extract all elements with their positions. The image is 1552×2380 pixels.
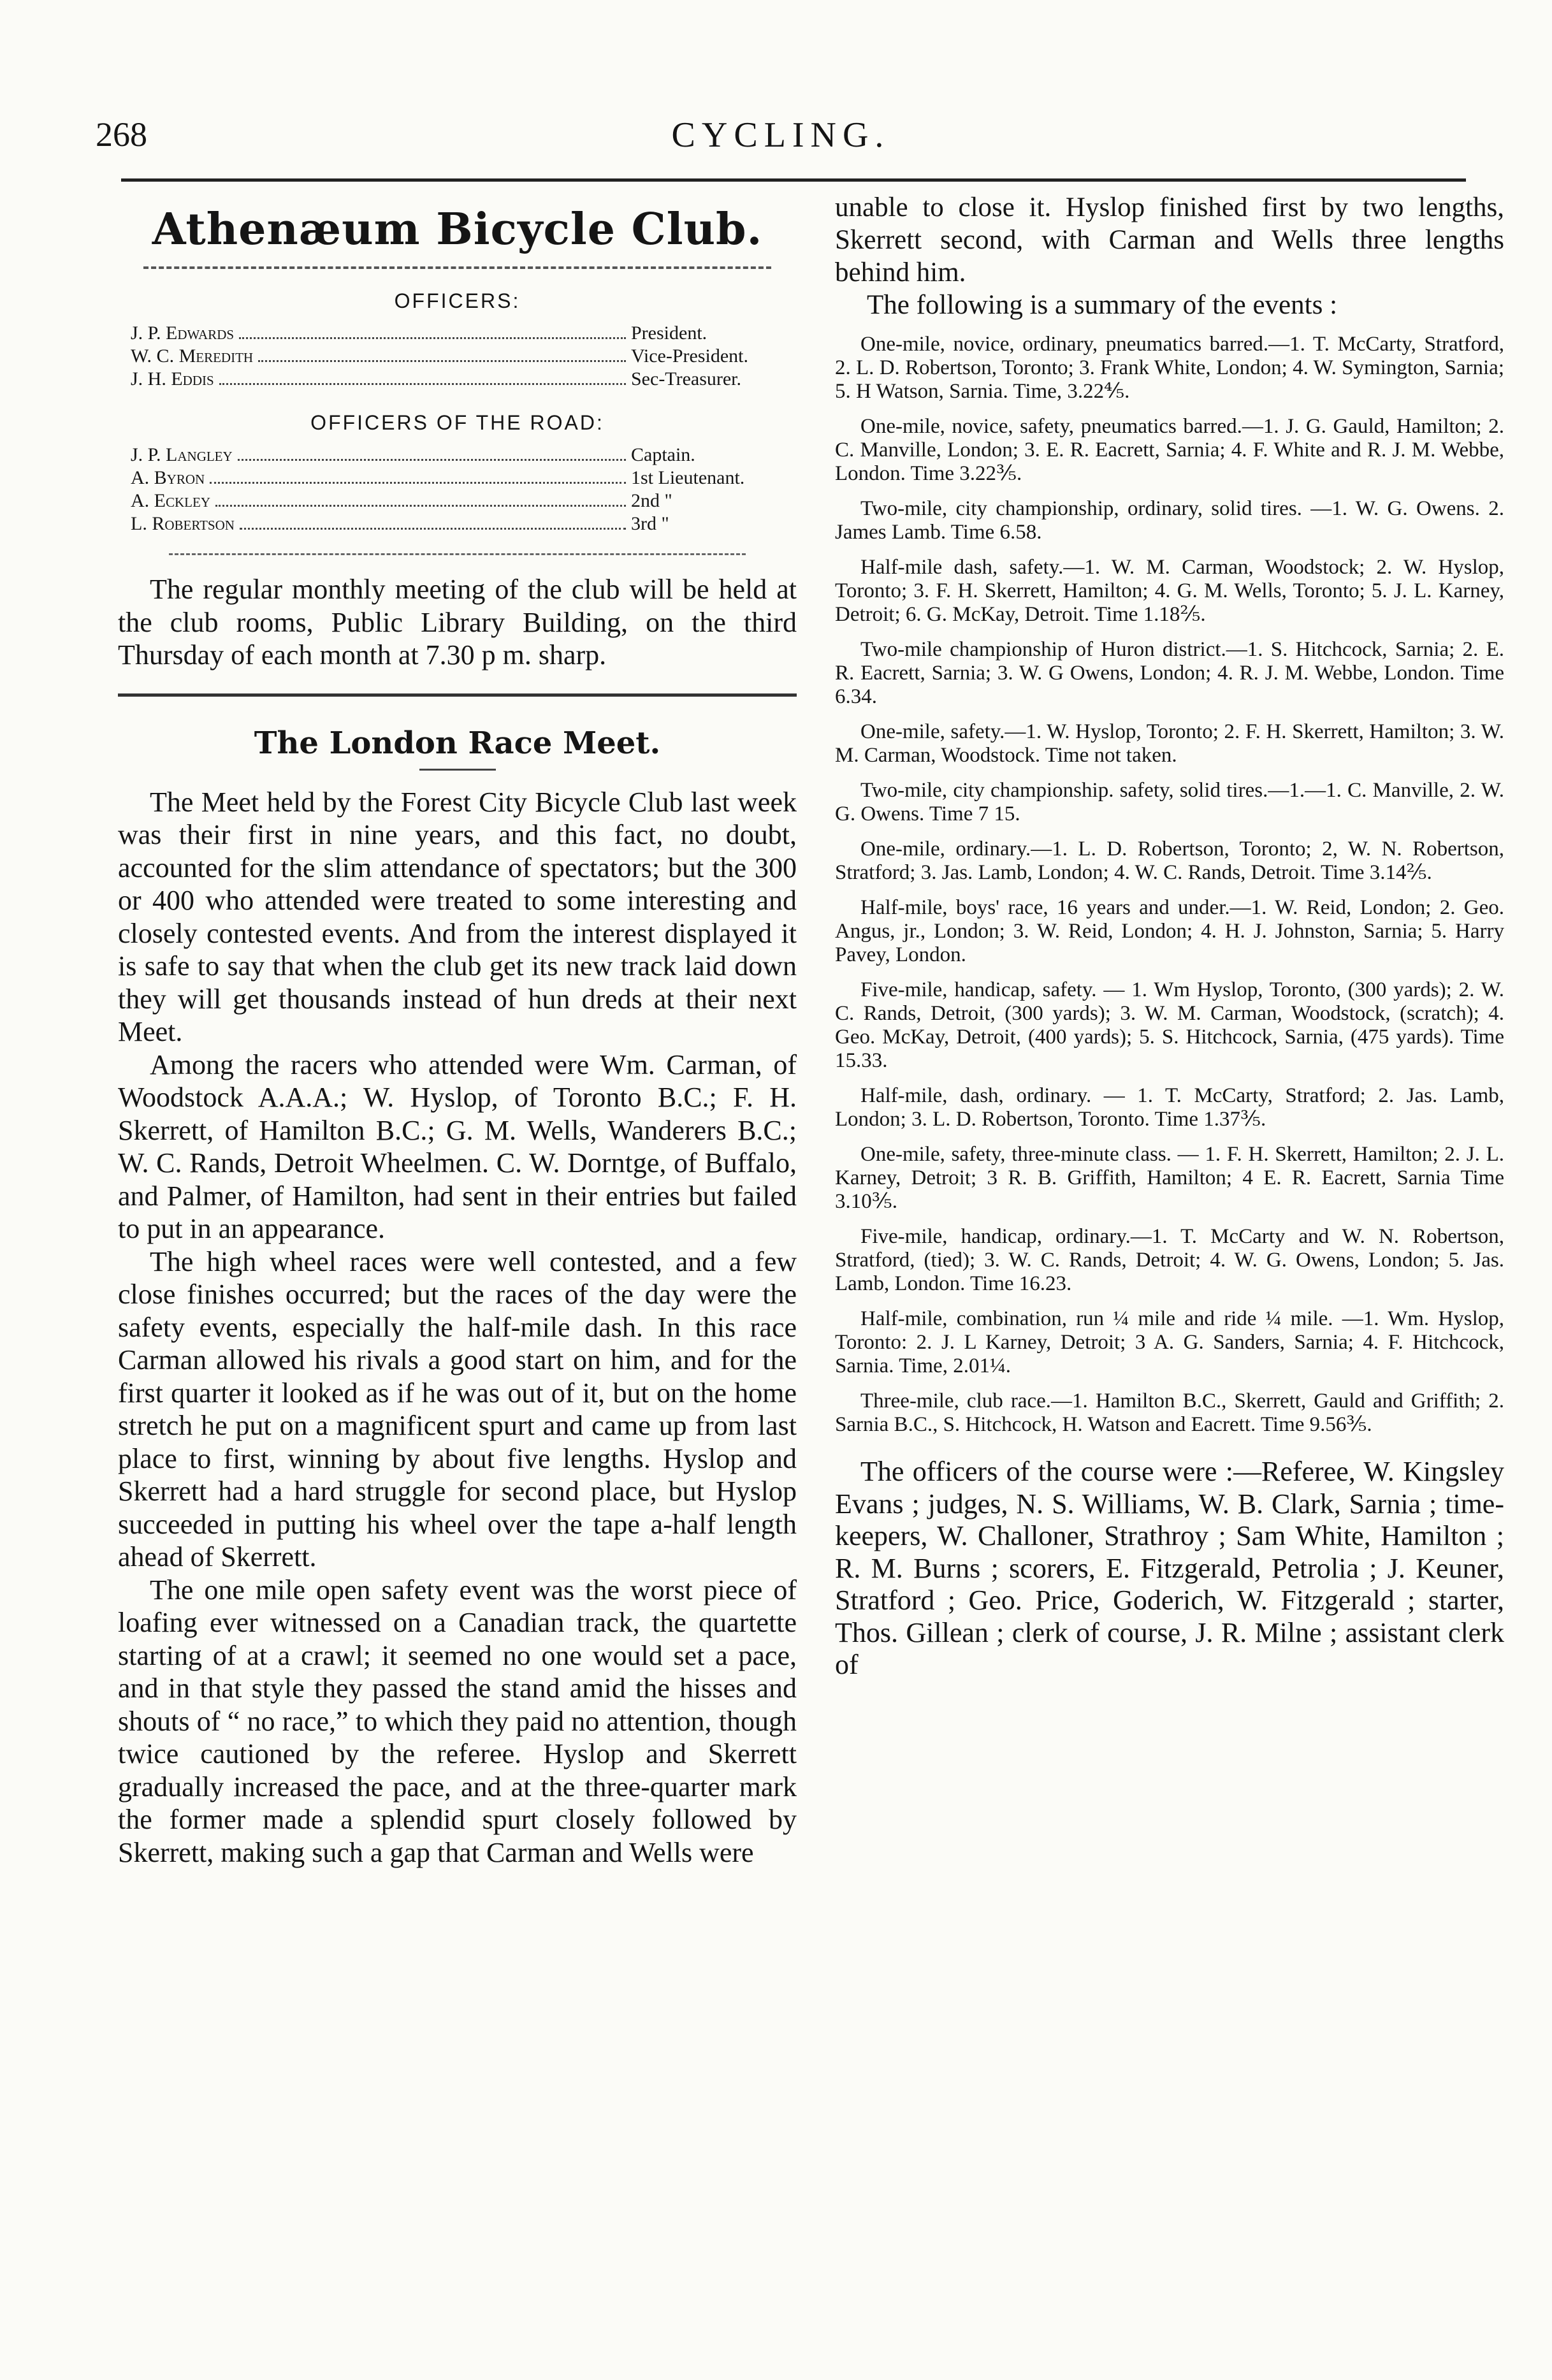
right-column xyxy=(835,191,1504,1681)
event-result: Five-mile, handicap, safety. — 1. Wm Hyslop, Toronto, (300 yards); 2. W. C. Rands, Detroit, (300 yards); 3. W. M. Carman, Woodstock, (scratch); 4. Geo. McKay, Detroit, (400 yards); 5. S. Hitchcock, Sarnia, (475 yards). Time 15.33. xyxy=(835,978,1504,1072)
event-result: Half-mile, dash, ordinary. — 1. T. McCarty, Stratford; 2. Jas. Lamb, London; 3. L. D. Robertson, Toronto. Time 1.37⅗. xyxy=(835,1084,1504,1131)
events-list xyxy=(835,333,1504,1437)
officer-role: President. xyxy=(631,323,707,344)
officer-name: J. P. Langley xyxy=(131,444,233,465)
event-result: Half-mile, boys' race, 16 years and under.—1. W. Reid, London; 2. Geo. Angus, jr., London; 3. W. Reid, London; 4. H. J. Johnston, Sarnia; 5. Harry Pavey, London. xyxy=(835,896,1504,966)
article-paragraph: The one mile open safety event was the worst piece of loafing ever witnessed on a Canadian track, the quartette starting of at a crawl; it seemed no one would set a pace, and in that style they passed the stand amid the hisses and shouts of “ no race,” to which they paid no attention, though twice cautioned by the referee. Hyslop and Skerrett gradually increased the pace, and at the three-quarter mark the former made a splendid spurt closely followed by Skerrett, making such a gap that Carman and Wells were xyxy=(118,1574,797,1868)
road-officers-heading: OFFICERS OF THE ROAD: xyxy=(310,411,604,434)
road-officers-list xyxy=(118,444,797,535)
header-rule xyxy=(121,178,1466,182)
leader-dots xyxy=(239,337,626,339)
leader-dots xyxy=(215,505,626,507)
officers-of-course: The officers of the course were :—Referee, W. Kingsley Evans ; judges, N. S. Williams, W. B. Clark, Sarnia ; time-keepers, W. Challoner, Strathroy ; Sam White, Hamilton ; R. M. Burns ; scorers, E. Fitzgerald, Petrolia ; J. Keuner, Stratford ; Geo. Price, Goderich, W. Fitzgerald ; starter, Thos. Gillean ; clerk of course, J. R. Milne ; assistant clerk of xyxy=(835,1456,1504,1680)
leader-dots xyxy=(240,528,626,530)
event-result: Two-mile, city championship. safety, solid tires.—1.—1. C. Manville, 2. W. G. Owens. Time 7 15. xyxy=(835,779,1504,825)
section-rule xyxy=(118,693,797,697)
leader-dots xyxy=(219,383,626,385)
event-result: Three-mile, club race.—1. Hamilton B.C., Skerrett, Gauld and Griffith; 2. Sarnia B.C., S. Hitchcock, H. Watson and Eacrett. Time 9.56⅗. xyxy=(835,1390,1504,1436)
article-continuation: unable to close it. Hyslop finished first by two lengths, Skerrett second, with Carman and Wells three lengths behind him. xyxy=(835,192,1504,287)
officers-list xyxy=(118,322,797,391)
article-paragraph: The Meet held by the Forest City Bicycle Club last week was their first in nine years, and this fact, no doubt, accounted for the slim attendance of spectators; but the 300 or 400 who attended were treated to some interesting and closely contested events. And from the interest displayed it is safe to say that when the club get its new track laid down they will get thousands instead of hun dreds at their next Meet. xyxy=(118,786,797,1047)
event-result: One-mile, novice, safety, pneumatics barred.—1. J. G. Gauld, Hamilton; 2. C. Manville, London; 3. E. R. Eacrett, Sarnia; 4. F. White and R. J. M. Webbe, London. Time 3.22⅗. xyxy=(835,415,1504,485)
article-paragraph: The high wheel races were well contested, and a few close finishes occurred; but the races of the day were the safety events, especially the half-mile dash. In this race Carman allowed his rivals a good start on him, and for the first quarter it looked as if he was out of it, but on the home stretch he put on a magnificent spurt and came up from last place to first, winning by about five lengths. Hyslop and Skerrett had a hard struggle for second place, but Hyslop succeeded in putting his wheel over the tape a-half length ahead of Skerrett. xyxy=(118,1245,797,1572)
officer-role: Vice-President. xyxy=(631,345,748,366)
divider xyxy=(169,553,746,555)
officer-row xyxy=(118,322,797,345)
running-title: CYCLING. xyxy=(671,115,890,155)
club-title: Athenæum Bicycle Club. xyxy=(152,204,763,255)
divider xyxy=(143,266,771,269)
leader-dots xyxy=(210,482,626,484)
event-result: Two-mile, city championship, ordinary, solid tires. —1. W. G. Owens. 2. James Lamb. Time 6.58. xyxy=(835,497,1504,544)
officer-name: W. C. Meredith xyxy=(131,345,254,366)
event-result: Five-mile, handicap, ordinary.—1. T. McCarty and W. N. Robertson, Stratford, (tied); 3. W. C. Rands, Detroit; 4. W. G. Owens, London; 5. Jas. Lamb, London. Time 16.23. xyxy=(835,1225,1504,1295)
officer-role: 3rd " xyxy=(631,513,669,534)
officer-row xyxy=(118,345,797,368)
officers-heading: OFFICERS: xyxy=(394,289,521,312)
officer-name: A. Eckley xyxy=(131,490,210,511)
leader-dots xyxy=(258,360,626,362)
officer-name: A. Byron xyxy=(131,467,205,488)
officer-role: 2nd " xyxy=(631,490,672,511)
left-column xyxy=(118,191,797,1869)
summary-intro: The following is a summary of the events : xyxy=(867,290,1338,320)
event-result: One-mile, safety, three-minute class. — 1. F. H. Skerrett, Hamilton; 2. J. L. Karney, Detroit; 3 R. B. Griffith, Hamilton; 4 E. R. Eacrett, Sarnia Time 3.10⅗. xyxy=(835,1143,1504,1213)
officer-row xyxy=(118,512,797,535)
officer-name: L. Robertson xyxy=(131,513,235,534)
officer-row xyxy=(118,467,797,490)
event-result: One-mile, novice, ordinary, pneumatics barred.—1. T. McCarty, Stratford, 2. L. D. Robertson, Toronto; 3. Frank White, London; 4. W. Symington, Sarnia; 5. H Watson, Sarnia. Time, 3.22⅘. xyxy=(835,333,1504,403)
event-result: Half-mile, combination, run ¼ mile and ride ¼ mile. —1. Wm. Hyslop, Toronto: 2. J. L Karney, Detroit; 3 A. G. Sanders, Sarnia; 4. F. Hitchcock, Sarnia. Time, 2.01¼. xyxy=(835,1307,1504,1377)
officer-row xyxy=(118,368,797,391)
officer-row xyxy=(118,444,797,467)
page-header xyxy=(96,115,1466,185)
event-result: Two-mile championship of Huron district.—1. S. Hitchcock, Sarnia; 2. E. R. Eacrett, Sarnia; 3. W. G Owens, London; 4. R. J. M. Webbe, London. Time 6.34. xyxy=(835,638,1504,708)
title-rule xyxy=(419,769,496,771)
officer-role: Captain. xyxy=(631,444,695,465)
article-paragraph: Among the racers who attended were Wm. Carman, of Woodstock A.A.A.; W. Hyslop, of Toronto B.C.; F. H. Skerrett, of Hamilton B.C.; G. M. Wells, Wanderers B.C.; W. C. Rands, Detroit Wheelmen. C. W. Dorntge, of Buffalo, and Palmer, of Hamilton, had sent in their entries but failed to put in an appearance. xyxy=(118,1049,797,1244)
event-result: Half-mile dash, safety.—1. W. M. Carman, Woodstock; 2. W. Hyslop, Toronto; 3. F. H. Skerrett, Hamilton; 4. G. M. Wells, Toronto; 5. J. L. Karney, Detroit; 6. G. McKay, Detroit. Time 1.18⅖. xyxy=(835,556,1504,626)
article-title: The London Race Meet. xyxy=(254,725,661,761)
page-number: 268 xyxy=(96,115,147,154)
officer-name: J. H. Eddis xyxy=(131,368,214,389)
event-result: One-mile, ordinary.—1. L. D. Robertson, Toronto; 2, W. N. Robertson, Stratford; 3. Jas. Lamb, London; 4. W. C. Rands, Detroit. Time 3.14⅖. xyxy=(835,838,1504,884)
officer-name: J. P. Edwards xyxy=(131,323,235,344)
officer-role: Sec-Treasurer. xyxy=(631,368,742,389)
officer-row xyxy=(118,490,797,512)
event-result: One-mile, safety.—1. W. Hyslop, Toronto; 2. F. H. Skerrett, Hamilton; 3. W. M. Carman, Woodstock. Time not taken. xyxy=(835,720,1504,767)
leader-dots xyxy=(238,459,626,461)
officer-role: 1st Lieutenant. xyxy=(631,467,745,488)
meeting-notice: The regular monthly meeting of the club will be held at the club rooms, Public Library Building, on the third Thursday of each month at 7.30 p m. sharp. xyxy=(118,574,797,671)
